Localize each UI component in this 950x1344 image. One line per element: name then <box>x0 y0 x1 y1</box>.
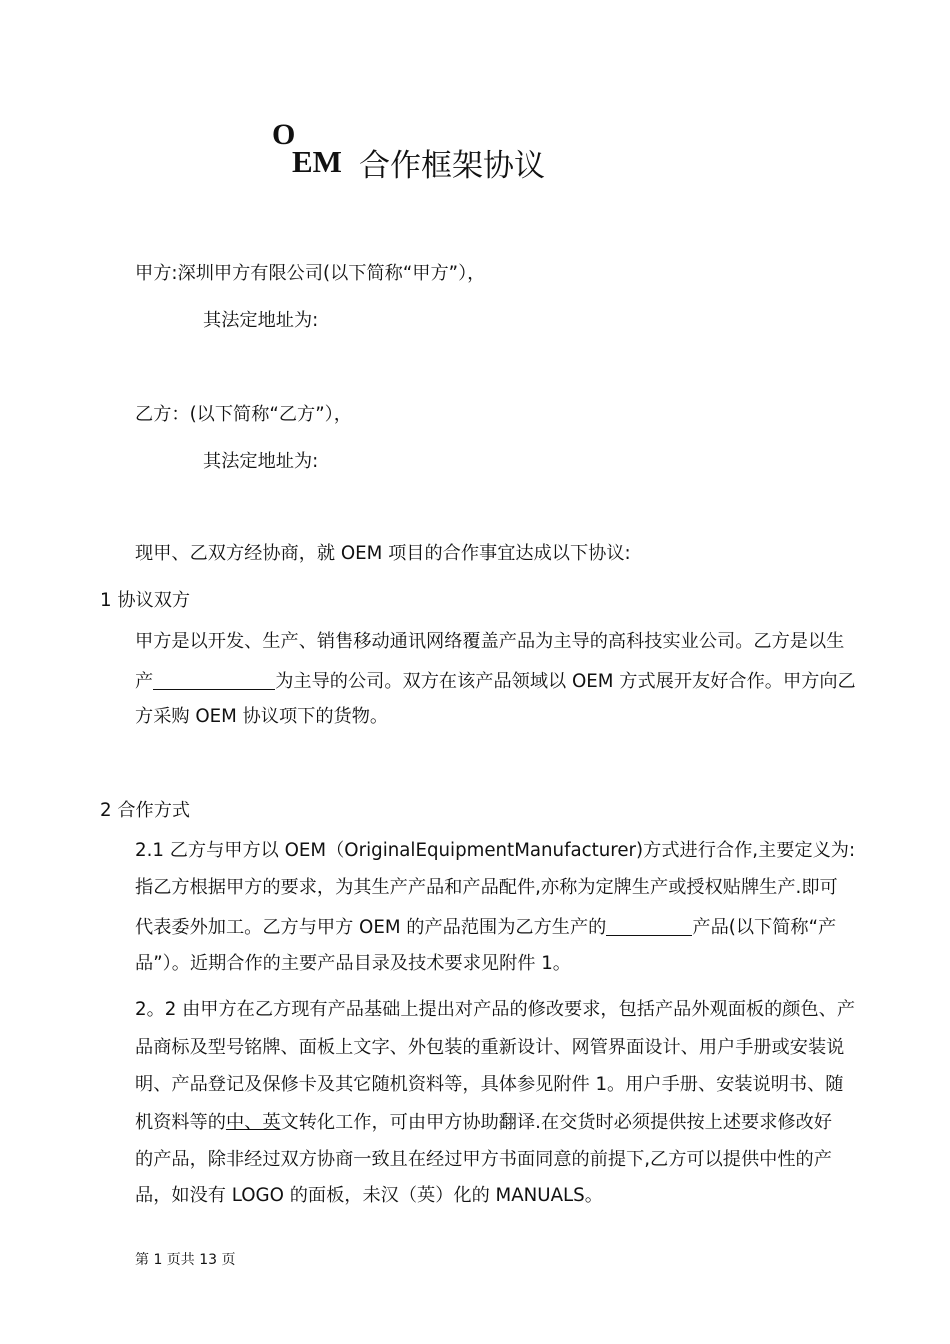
section-2-1-line-3 <box>135 917 836 937</box>
section-1-line-2-start: 产 <box>135 671 154 692</box>
section-2-1-line-3-end: 产品(以下简称“产 <box>692 917 837 938</box>
section-2-heading: 2 合作方式 <box>100 800 191 821</box>
fill-in-blank <box>153 671 275 690</box>
section-2-2-line-1: 2。2 由甲方在乙方现有产品基础上提出对产品的修改要求，包括产品外观面板的颜色、产 <box>135 999 856 1020</box>
party-a-line: 甲方:深圳甲方有限公司(以下简称“甲方”）， <box>135 263 486 284</box>
section-1-line-2-end: 为主导的公司。双方在该产品领域以 OEM 方式展开友好合作。甲方向乙 <box>275 671 856 692</box>
section-2-2-line-2: 品商标及型号铭牌、面板上文字、外包装的重新设计、网管界面设计、用户手册或安装说 <box>135 1037 845 1058</box>
title-letter-o: O <box>272 118 296 151</box>
party-a-address: 其法定地址为: <box>203 310 319 331</box>
section-2-1-line-4: 品”）。近期合作的主要产品目录及技术要求见附件 1。 <box>135 953 571 974</box>
section-1-line-2 <box>135 671 856 691</box>
section-1-line-1: 甲方是以开发、生产、销售移动通讯网络覆盖产品为主导的高科技实业公司。乙方是以生 <box>135 631 845 652</box>
section-2-2-line-5: 的产品，除非经过双方协商一致且在经过甲方书面同意的前提下,乙方可以提供中性的产 <box>135 1149 832 1170</box>
party-b-line: 乙方：(以下简称“乙方”）， <box>135 404 352 425</box>
title-text: 合作框架协议 <box>359 148 545 184</box>
section-1-line-3: 方采购 OEM 协议项下的货物。 <box>135 706 389 727</box>
section-2-2-line-3: 明、产品登记及保修卡及其它随机资料等，具体参见附件 1。用户手册、安装说明书、随 <box>135 1074 844 1095</box>
section-2-2-line-4 <box>135 1114 832 1132</box>
section-2-2-line-6: 品，如没有 LOGO 的面板，未汉（英）化的 MANUALS。 <box>135 1185 603 1206</box>
section-2-1-line-3-start: 代表委外加工。乙方与甲方 OEM 的产品范围为乙方生产的 <box>135 917 607 938</box>
section-2-1-line-1: 2.1 乙方与甲方以 OEM（OriginalEquipmentManufacturer)方式进行合作,主要定义为: <box>135 840 856 861</box>
section-2-2-line-4-end: 文转化工作，可由甲方协助翻译.在交货时必须提供按上述要求修改好 <box>280 1112 832 1133</box>
title-letters-em: EM <box>292 144 342 179</box>
section-1-heading: 1 协议双方 <box>100 590 191 611</box>
page-footer: 第 1 页共 13 页 <box>135 1252 236 1268</box>
intro-paragraph: 现甲、乙双方经协商，就 OEM 项目的合作事宜达成以下协议: <box>135 543 631 564</box>
party-b-address: 其法定地址为: <box>203 451 319 472</box>
underlined-text: 中、英 <box>225 1112 281 1133</box>
fill-in-blank <box>606 917 692 936</box>
section-2-2-line-4-start: 机资料等的 <box>135 1112 226 1133</box>
section-2-1-line-2: 指乙方根据甲方的要求，为其生产产品和产品配件,亦称为定牌生产或授权贴牌生产.即可 <box>135 877 838 898</box>
